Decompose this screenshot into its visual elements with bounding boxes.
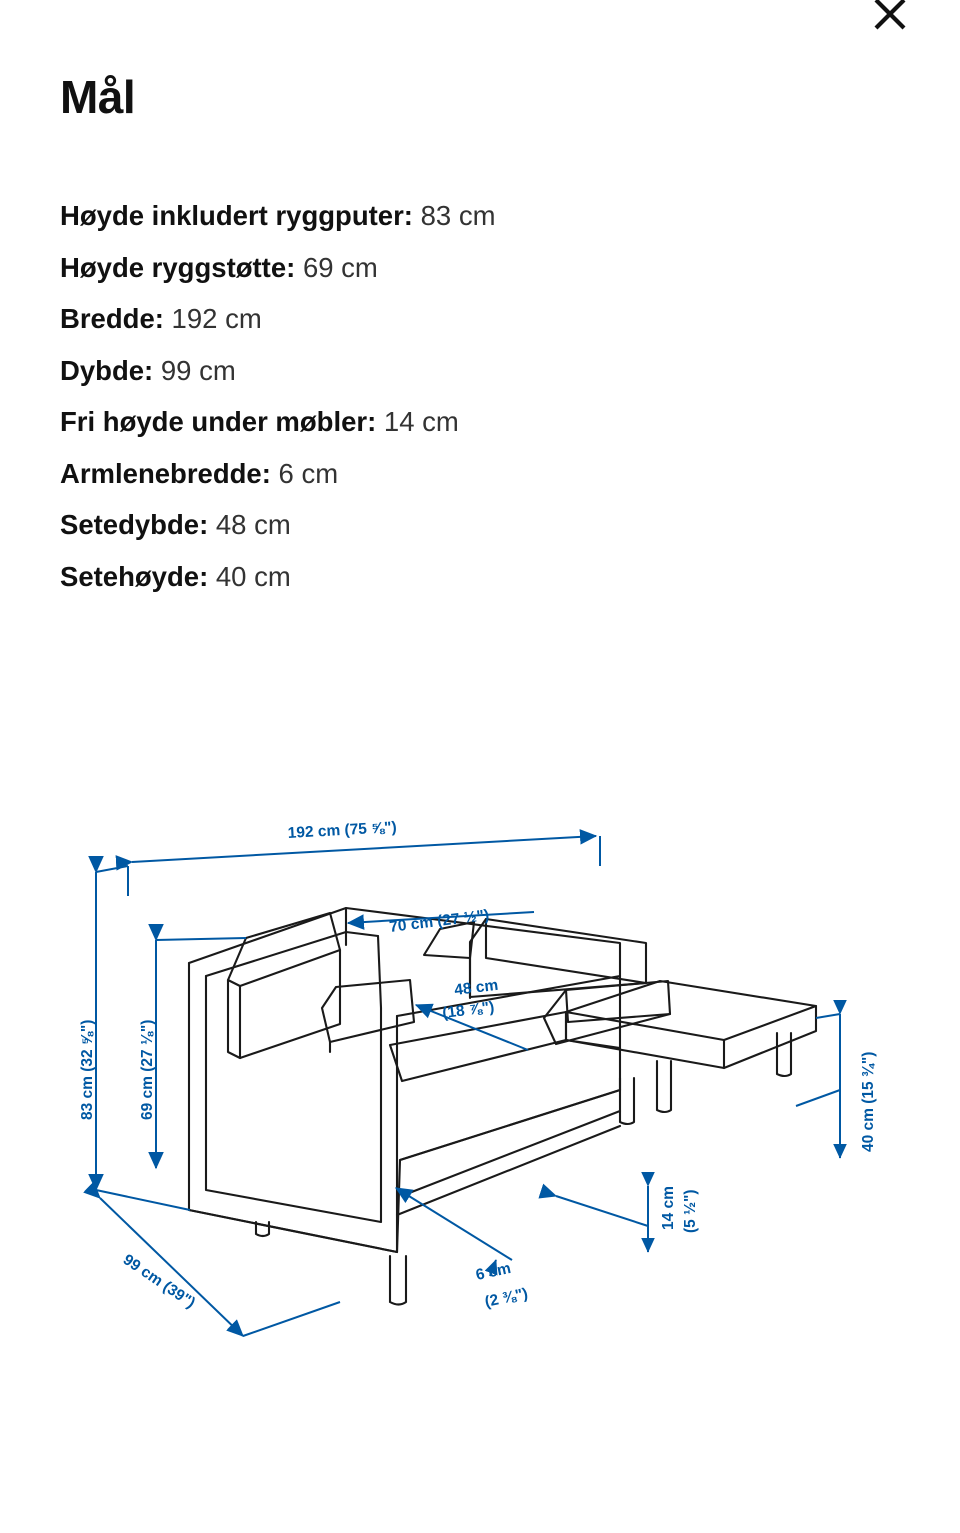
spec-row [60, 499, 900, 551]
label-depth: 99 cm (39") [119, 1251, 199, 1312]
sofa-dimension-diagram [0, 790, 960, 1390]
spec-value: 6 cm [278, 457, 339, 489]
label-width: 192 cm (75 ⅝") [287, 818, 398, 842]
spec-label: Bredde: [60, 303, 164, 334]
close-icon[interactable] [862, 0, 918, 42]
spec-row [60, 448, 900, 500]
spec-value: 40 cm [215, 560, 291, 592]
label-clearance-in: (5 ½") [682, 1189, 699, 1233]
label-backrest-height: 69 cm (27 ⅛") [139, 1019, 156, 1120]
sofa-illustration [189, 908, 816, 1305]
spec-value: 192 cm [171, 303, 262, 334]
spec-label: Setehøyde: [60, 560, 209, 592]
spec-row [60, 242, 900, 294]
spec-row [60, 551, 900, 603]
label-clearance-cm: 14 cm [660, 1186, 677, 1230]
spec-row [60, 396, 900, 448]
spec-row [60, 190, 900, 242]
spec-value: 99 cm [160, 354, 236, 386]
spec-value: 83 cm [420, 200, 496, 231]
label-seat-back-depth: 70 cm (27 ½") [388, 906, 491, 936]
spec-value: 14 cm [383, 406, 459, 437]
spec-row [60, 345, 900, 397]
spec-label: Armlenebredde: [60, 457, 271, 489]
label-armrest-in: (2 ⅜") [483, 1285, 530, 1311]
spec-row [60, 293, 900, 345]
label-seat-height: 40 cm (15 ¾") [860, 1051, 877, 1152]
spec-label: Høyde inkludert ryggputer: [60, 200, 413, 231]
spec-label: Dybde: [60, 354, 154, 386]
spec-value: 48 cm [215, 509, 291, 540]
spec-label: Fri høyde under møbler: [60, 406, 377, 437]
label-seat-depth-in: (18 ⅞") [441, 998, 496, 1022]
spec-value: 69 cm [302, 251, 378, 283]
specs-list [60, 190, 900, 602]
spec-label: Setedybde: [60, 509, 209, 540]
label-armrest-cm: 6 cm [474, 1259, 513, 1284]
label-total-height: 83 cm (32 ⅝") [79, 1019, 96, 1120]
label-seat-depth-cm: 48 cm [453, 976, 500, 999]
page-title: Mål [60, 71, 136, 123]
spec-label: Høyde ryggstøtte: [60, 251, 296, 283]
